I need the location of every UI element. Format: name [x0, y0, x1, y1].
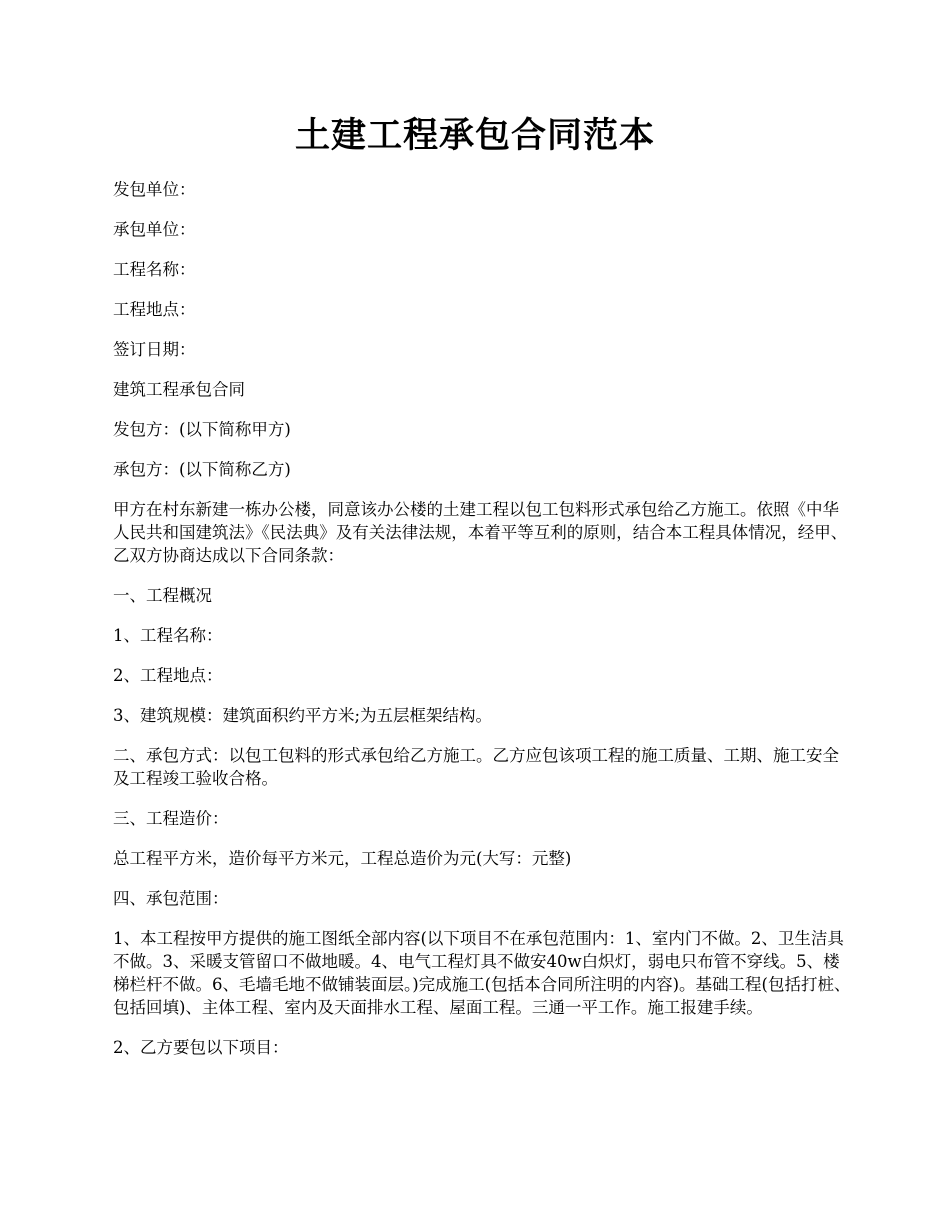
section-1-item-1: 1、工程名称：	[113, 626, 223, 645]
document-title: 土建工程承包合同范本	[294, 115, 655, 156]
section-1-item-3: 3、建筑规模：建筑面积约平方米;为五层框架结构。	[113, 706, 493, 725]
field-project-location: 工程地点：	[113, 300, 196, 319]
preamble-paragraph: 甲方在村东新建一栋办公楼，同意该办公楼的土建工程以包工包料形式承包给乙方施工。依照《中华人民共和国建筑法》《民法典》及有关法律法规，本着平等互利的原则，结合本工程具体情况，经甲、乙双方协商达成以下合同条款：	[113, 500, 848, 565]
field-contractor: 承包单位：	[113, 220, 196, 239]
section-3-heading: 三、工程造价：	[113, 809, 229, 828]
section-4-heading: 四、承包范围：	[113, 889, 229, 908]
section-2-paragraph: 二、承包方式：以包工包料的形式承包给乙方施工。乙方应包该项工程的施工质量、工期、施工安全及工程竣工验收合格。	[113, 746, 839, 788]
document-body	[113, 178, 853, 1076]
party-a: 发包方：(以下简称甲方)	[113, 420, 291, 439]
section-3-paragraph: 总工程平方米，造价每平方米元，工程总造价为元(大写：元整)	[113, 849, 572, 868]
field-signing-date: 签订日期：	[113, 340, 196, 359]
section-1-item-2: 2、工程地点：	[113, 666, 223, 685]
section-4-item-1: 1、本工程按甲方提供的施工图纸全部内容(以下项目不在承包范围内：1、室内门不做。2、卫生洁具不做。3、采暖支管留口不做地暖。4、电气工程灯具不做安40w白炽灯，弱电只布管不穿线。5、楼梯栏杆不做。6、毛墙毛地不做铺装面层。)完成施工(包括本合同所注明的内容)。基础工程(包括打桩、包括回填)、主体工程、室内及天面排水工程、屋面工程。三通一平工作。施工报建手续。	[113, 929, 851, 1017]
field-employer: 发包单位：	[113, 180, 196, 199]
field-project-name: 工程名称：	[113, 260, 196, 279]
contract-heading: 建筑工程承包合同	[113, 380, 245, 399]
section-1-heading: 一、工程概况	[113, 586, 212, 605]
section-4-item-2: 2、乙方要包以下项目：	[113, 1038, 289, 1057]
party-b: 承包方：(以下简称乙方)	[113, 460, 291, 479]
